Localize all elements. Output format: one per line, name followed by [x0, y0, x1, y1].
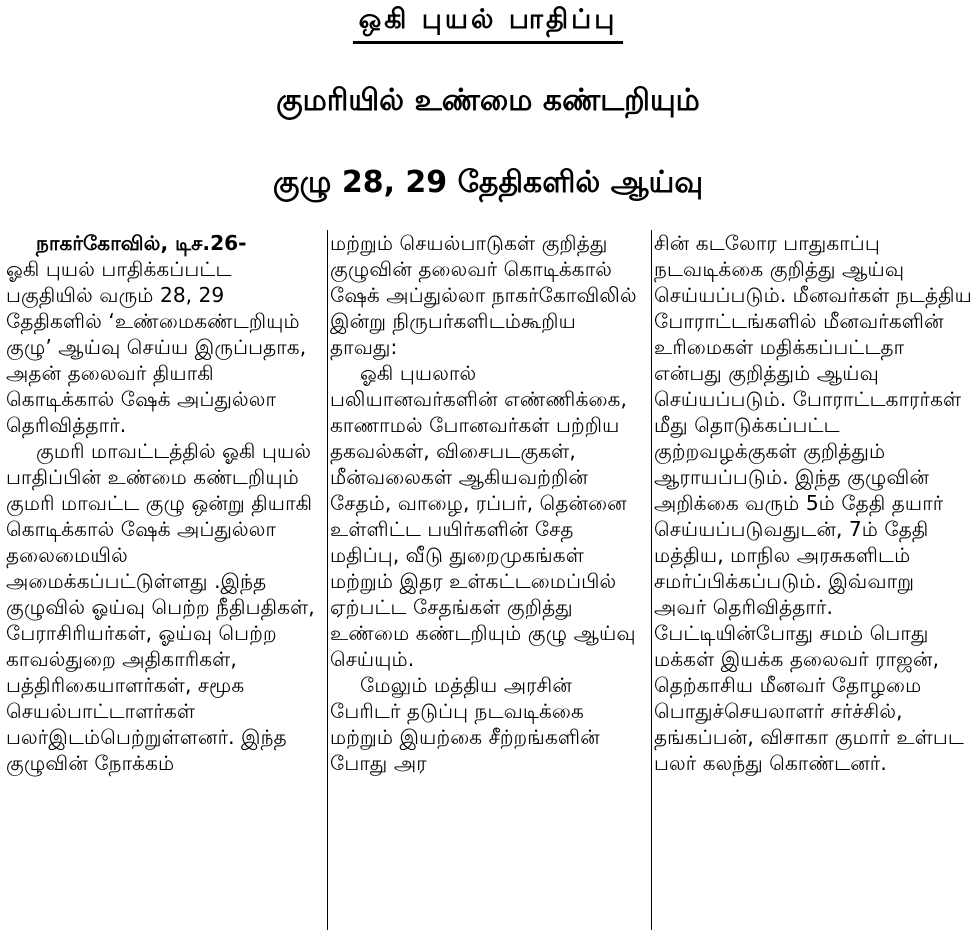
paragraph: ஓகி புயலால் பலியானவர்களின் எண்ணிக்கை, காணாமல் போனவர்கள் பற்றிய தகவல்கள், விசைபடகுகள், மீன்வலைகள் ஆகியவற்றின் சேதம், வாழை, ரப்பர், தென்னை உள்ளிட்ட பயிர்களின் சேத மதிப்பு, வீடு துறைமுகங்கள் மற்றும் இதர உள்கட்டமைப்பில் ஏற்பட்ட சேதங்கள் குறித்து உண்மை கண்டறியும் குழு ஆய்வு செய்யும். — [330, 361, 636, 671]
article-body — [6, 230, 972, 930]
dateline: நாகர்கோவில், டிச.26- — [36, 231, 247, 255]
paragraph: மற்றும் செயல்பாடுகள் குறித்து குழுவின் தலைவர் கொடிக்கால் ஷேக் அப்துல்லா நாகர்கோவிலில் இன்று நிருபர்களிடம்கூறிய தாவது: — [330, 231, 637, 359]
article-column-3 — [654, 230, 972, 930]
article-column-1 — [6, 230, 324, 930]
paragraph: ஓகி புயல் பாதிக்கப்பட்ட பகுதியில் வரும் 28, 29 தேதிகளில் ‘உண்மைகண்டறியும் குழு’ ஆய்வு செய்ய இருப்பதாக, அதன் தலைவர் தியாகி கொடிக்கால் ஷேக் அப்துல்லா தெரிவித்தார். — [6, 257, 307, 437]
article-column-2 — [330, 230, 648, 930]
headline-line-2: குழு 28, 29 தேதிகளில் ஆய்வு — [272, 165, 704, 200]
section-kicker — [0, 4, 976, 44]
paragraph: சின் கடலோர பாதுகாப்பு நடவடிக்கை குறித்து ஆய்வு செய்யப்படும். மீனவர்கள் நடத்திய போராட்டங்களில் மீனவர்களின் உரிமைகள் மதிக்கப்பட்டதா என்பது குறித்தும் ஆய்வு செய்யப்படும். போராட்டகாரர்கள் மீது தொடுக்கப்பட்ட குற்றவழக்குகள் குறித்தும் ஆராயப்படும். இந்த குழுவின் அறிக்கை வரும் 5ம் தேதி தயார் செய்யப்படுவதுடன், 7ம் தேதி மத்திய, மாநில அரசுகளிடம் சமர்ப்பிக்கப்படும். இவ்வாறு அவர் தெரிவித்தார். பேட்டியின்போது சமம் பொது மக்கள் இயக்க தலைவர் ராஜன், தெற்காசிய மீனவர் தோழமை பொதுச்செயலாளர் சர்ச்சில், தங்கப்பன், விசாகா குமார் உள்பட பலர் கலந்து கொண்டனர். — [654, 231, 972, 775]
kicker-text: ஒகி புயல் பாதிப்பு — [353, 4, 624, 44]
column-divider — [327, 230, 328, 930]
paragraph: மேலும் மத்திய அரசின் பேரிடர் தடுப்பு நடவடிக்கை மற்றும் இயற்கை சீற்றங்களின் போது அர — [330, 673, 600, 775]
headline-line-1: குமரியில் உண்மை கண்டறியும் — [276, 83, 700, 118]
column-divider — [651, 230, 652, 930]
paragraph: குமரி மாவட்டத்தில் ஓகி புயல் பாதிப்பின் உண்மை கண்டறியும் குமரி மாவட்ட குழு ஒன்று தியாகி கொடிக்கால் ஷேக் அப்துல்லா தலைமையில் அமைக்கப்பட்டுள்ளது .இந்த குழுவில் ஓய்வு பெற்ற நீதிபதிகள், பேராசிரியர்கள், ஓய்வு பெற்ற காவல்துறை அதிகாரிகள், பத்திரிகையாளர்கள், சமூக செயல்பாட்டாளர்கள் பலர்இடம்பெற்றுள்ளனர். இந்த குழுவின் நோக்கம் — [6, 439, 315, 775]
